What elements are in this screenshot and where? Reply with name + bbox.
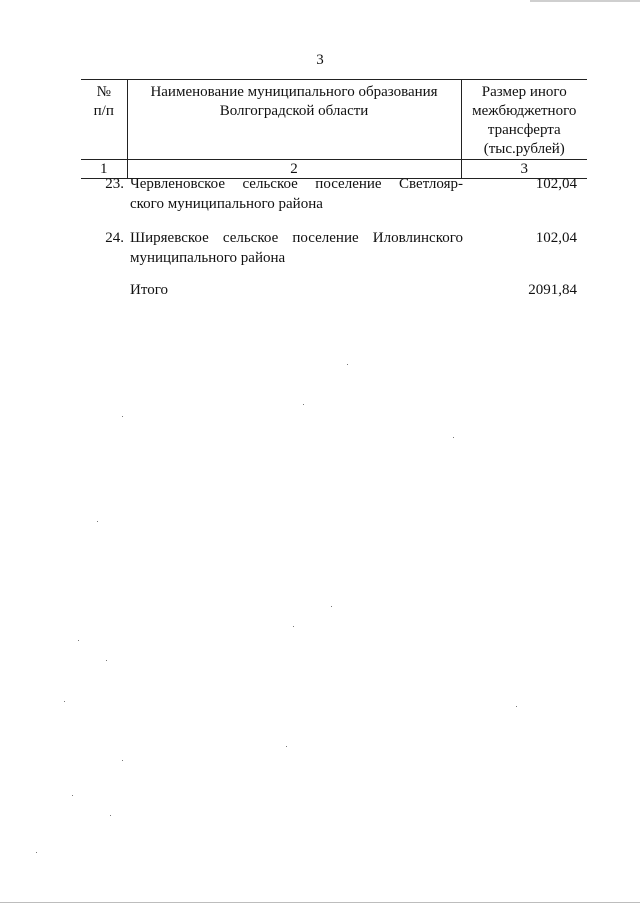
- header-size-line3: трансферта: [487, 122, 561, 138]
- total-label: Итого: [130, 282, 168, 298]
- row-number: 23.: [105, 176, 124, 192]
- column-number-1: 1: [81, 160, 127, 179]
- page-number: 3: [316, 52, 324, 68]
- row-number: 24.: [105, 230, 124, 246]
- header-name-line1: Наименование муниципального образования: [150, 84, 438, 100]
- transfer-table: [81, 79, 587, 179]
- header-num: [81, 80, 127, 160]
- header-size: [461, 80, 587, 160]
- scan-bottom-edge: [0, 902, 640, 903]
- header-size-line4: (тыс.рублей): [483, 141, 565, 157]
- row-name-line1: Ширяевское сельское поселение Иловлинского: [130, 230, 463, 246]
- header-row: [81, 80, 587, 160]
- row-name: [130, 228, 463, 268]
- header-num-line2: п/п: [93, 103, 114, 119]
- header-name-line2: Волгоградской области: [219, 103, 369, 119]
- header-size-line1: Размер иного: [481, 84, 567, 100]
- table-header: [81, 79, 587, 179]
- row-name-line1: Червленовское сельское поселение Светлояр-: [130, 176, 463, 192]
- header-name: [127, 80, 461, 160]
- row-name-line2: муниципального района: [130, 250, 286, 266]
- header-num-line1: №: [96, 84, 111, 100]
- column-number-3: 3: [461, 160, 587, 179]
- row-name-line2: ского муниципального района: [130, 196, 323, 212]
- row-name: [130, 174, 463, 214]
- header-size-line2: межбюджетного: [472, 103, 577, 119]
- column-number-2: 2: [127, 160, 461, 179]
- total-value: 2091,84: [528, 282, 577, 298]
- row-value: 102,04: [535, 230, 577, 246]
- scan-top-edge: [530, 0, 640, 2]
- row-value: 102,04: [535, 176, 577, 192]
